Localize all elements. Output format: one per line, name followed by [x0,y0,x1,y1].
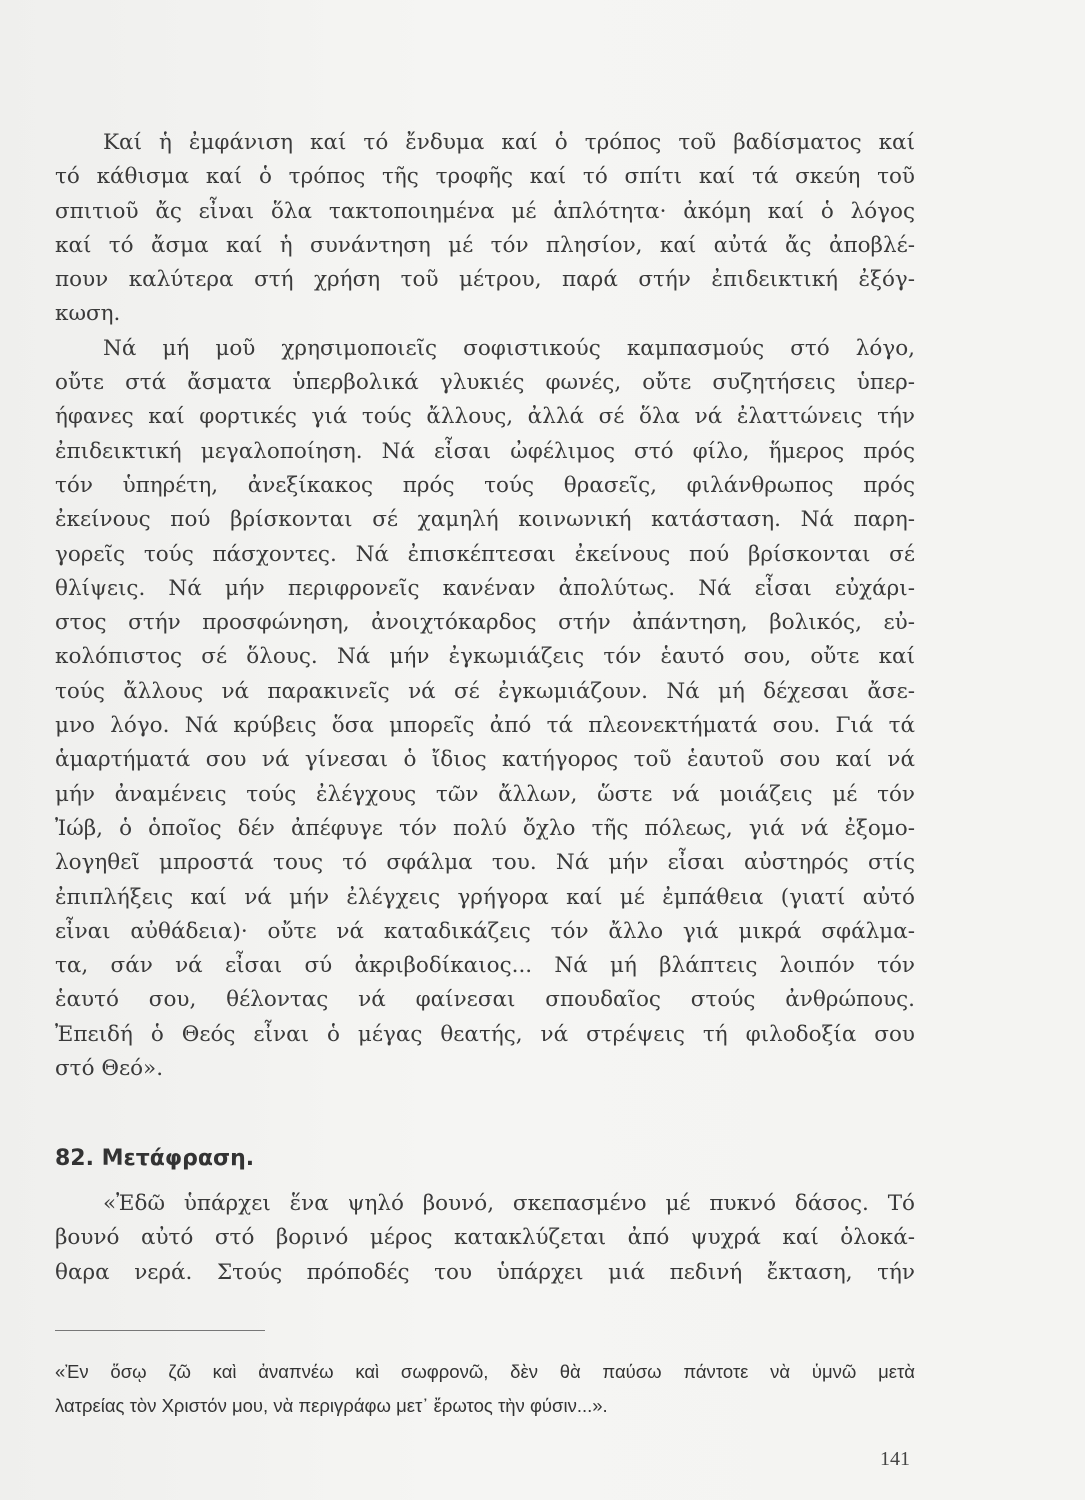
text-line: τα, σάν νά εἶσαι σύ ἀκριβοδίκαιος... Νά μή βλάπτεις λοιπόν τόν [55,953,915,979]
text-line: τούς ἄλλους νά παρακινεῖς νά σέ ἐγκωμιάζουν. Νά μή δέχεσαι ἄσε- [55,678,915,704]
text-line: οὔτε στά ἄσματα ὑπερβολικά γλυκιές φωνές, οὔτε συζητήσεις ὑπερ- [55,370,915,396]
page-number: 141 [880,1448,910,1470]
footnote-divider [55,1330,265,1331]
text-line: τόν ὑπηρέτη, ἀνεξίκακος πρός τούς θρασεῖς, φιλάνθρωπος πρός [55,472,915,498]
paragraph [55,332,915,1087]
text-line: τό κάθισμα καί ὁ τρόπος τῆς τροφῆς καί τό σπίτι καί τά σκεύη τοῦ [55,164,915,190]
text-line: βουνό αὐτό στό βορινό μέρος κατακλύζεται ἀπό ψυχρά καί ὁλοκά- [55,1225,915,1251]
text-line: Ἐπειδή ὁ Θεός εἶναι ὁ μέγας θεατής, νά στρέψεις τή φιλοδοξία σου [55,1021,915,1047]
text-line: πουν καλύτερα στή χρήση τοῦ μέτρου, παρά στήν ἐπιδεικτική ἐξόγ- [55,267,915,293]
text-line: κολόπιστος σέ ὅλους. Νά μήν ἐγκωμιάζεις τόν ἑαυτό σου, οὔτε καί [55,644,915,670]
text-line: λογηθεῖ μπροστά τους τό σφάλμα του. Νά μήν εἶσαι αὐστηρός στίς [55,850,915,876]
text-line: θαρα νερά. Στούς πρόποδές του ὑπάρχει μιά πεδινή ἔκταση, τήν [55,1259,915,1285]
text-line: «Ἐν ὅσῳ ζῶ καὶ ἀναπνέω καὶ σωφρονῶ, δὲν θὰ παύσω πάντοτε νὰ ὑμνῶ μετὰ [55,1361,915,1382]
body-text [55,126,915,1086]
text-line: στος στήν προσφώνηση, ἀνοιχτόκαρδος στήν ἀπάντηση, βολικός, εὐ- [55,610,915,636]
section-text [55,1187,915,1290]
text-line: «Ἐδῶ ὑπάρχει ἕνα ψηλό βουνό, σκεπασμένο μέ πυκνό δάσος. Τό [103,1191,915,1216]
text-line: εἶναι αὐθάδεια)· οὔτε νά καταδικάζεις τόν ἄλλο γιά μικρά σφάλμα- [55,918,915,944]
text-line: ἐπιπλήξεις καί νά μήν ἐλέγχεις γρήγορα καί μέ ἐμπάθεια (γιατί αὐτό [55,884,915,910]
text-line: θλίψεις. Νά μήν περιφρονεῖς κανέναν ἀπολύτως. Νά εἶσαι εὐχάρι- [55,575,915,601]
text-line: λατρείας τὸν Χριστόν μου, νὰ περιγράφω μετ᾽ ἔρωτος τὴν φύσιν...». [55,1395,608,1417]
text-line: ἐπιδεικτική μεγαλοποίηση. Νά εἶσαι ὠφέλιμος στό φίλο, ἥμερος πρός [55,438,915,464]
text-line: Καί ἡ ἐμφάνιση καί τό ἔνδυμα καί ὁ τρόπος τοῦ βαδίσματος καί [103,130,915,155]
text-line: ἐκείνους πού βρίσκονται σέ χαμηλή κοινωνική κατάσταση. Νά παρη- [55,507,915,533]
footnote [55,1355,915,1424]
text-line: σπιτιοῦ ἄς εἶναι ὅλα τακτοποιημένα μέ ἁπλότητα· ἀκόμη καί ὁ λόγος [55,198,915,224]
text-line: ἁμαρτήματά σου νά γίνεσαι ὁ ἴδιος κατήγορος τοῦ ἑαυτοῦ σου καί νά [55,747,915,773]
text-line: στό Θεό». [55,1056,164,1082]
text-line: ἑαυτό σου, θέλοντας νά φαίνεσαι σπουδαῖος στούς ἀνθρώπους. [55,987,915,1013]
text-line: μνο λόγο. Νά κρύβεις ὅσα μπορεῖς ἀπό τά πλεονεκτήματά σου. Γιά τά [55,713,915,739]
text-line: μήν ἀναμένεις τούς ἐλέγχους τῶν ἄλλων, ὥστε νά μοιάζεις μέ τόν [55,781,915,807]
paragraph [55,126,915,332]
text-line: κωση. [55,301,121,327]
text-line: καί τό ἄσμα καί ἡ συνάντηση μέ τόν πλησίον, καί αὐτά ἄς ἀποβλέ- [55,232,915,258]
text-line: Ἰώβ, ὁ ὁποῖος δέν ἀπέφυγε τόν πολύ ὄχλο τῆς πόλεως, γιά νά ἐξομο- [55,815,915,841]
section-heading: 82. Μετάφραση. [55,1146,255,1171]
text-line: Νά μή μοῦ χρησιμοποιεῖς σοφιστικούς καμπασμούς στό λόγο, [103,335,915,361]
text-line: ήφανες καί φορτικές γιά τούς ἄλλους, ἀλλά σέ ὅλα νά ἐλαττώνεις τήν [55,404,915,430]
text-line: γορεῖς τούς πάσχοντες. Νά ἐπισκέπτεσαι ἐκείνους πού βρίσκονται σέ [55,541,915,567]
